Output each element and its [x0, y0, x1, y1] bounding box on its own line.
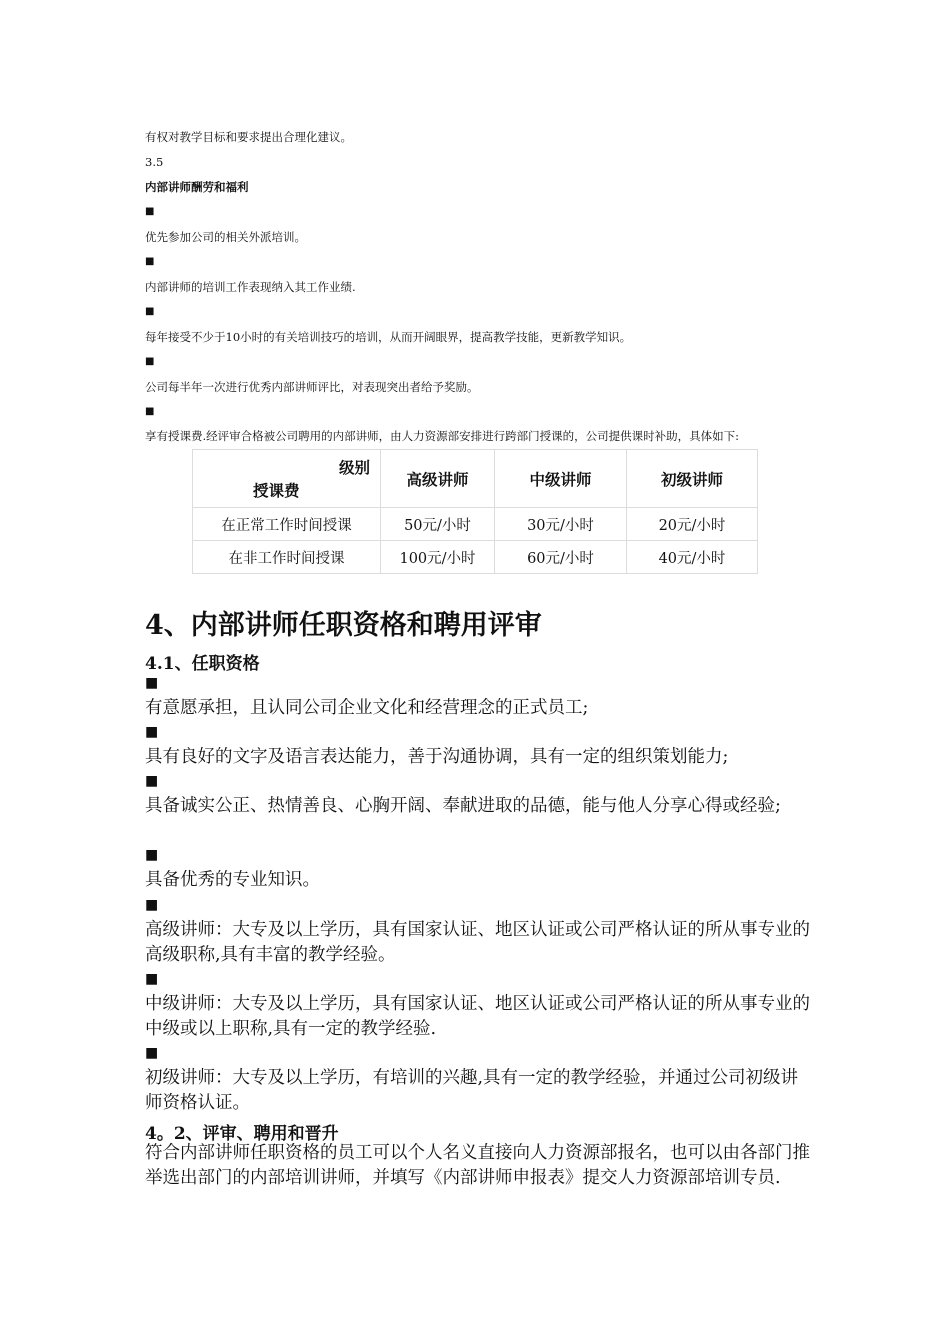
- bullet-icon: ■: [145, 847, 159, 863]
- bullet-icon: ■: [145, 206, 155, 217]
- intro-line: 有权对教学目标和要求提出合理化建议。: [145, 130, 352, 144]
- table-header-row: [193, 450, 758, 508]
- table-row: [193, 508, 758, 541]
- list-item: 具有良好的文字及语言表达能力，善于沟通协调，具有一定的组织策划能力;: [145, 747, 729, 767]
- table-cell: 60元/小时: [495, 541, 627, 574]
- list-item: 具备优秀的专业知识。: [145, 870, 320, 890]
- subsection-title: 4.1、任职资格: [145, 654, 260, 674]
- section-title: 内部讲师酬劳和福利: [145, 180, 249, 194]
- corner-label-fee: 授课费: [253, 481, 300, 500]
- bullet-icon: ■: [145, 897, 159, 913]
- subsection-title: 4。2、评审、聘用和晋升: [145, 1124, 339, 1144]
- list-item: 高级讲师：大专及以上学历，具有国家认证、地区认证或公司严格认证的所从事专业的高级职称,具有丰富的教学经验。: [145, 920, 810, 965]
- bullet-icon: ■: [145, 971, 159, 987]
- list-item: 每年接受不少于10小时的有关培训技巧的培训，从而开阔眼界，提高教学技能，更新教学知识。: [145, 330, 632, 344]
- table-corner-cell: [193, 450, 381, 508]
- fee-table: [192, 449, 758, 574]
- table-cell: 30元/小时: [495, 508, 627, 541]
- table-cell: 50元/小时: [381, 508, 495, 541]
- bullet-icon: ■: [145, 306, 155, 317]
- row-label: 在正常工作时间授课: [193, 508, 381, 541]
- corner-label-level: 级别: [338, 458, 370, 477]
- list-item: 有意愿承担，且认同公司企业文化和经营理念的正式员工;: [145, 698, 589, 718]
- chapter-title: 4、内部讲师任职资格和聘用评审: [145, 610, 542, 641]
- list-item: 享有授课费.经评审合格被公司聘用的内部讲师，由人力资源部安排进行跨部门授课的，公司提供课时补助，具体如下:: [145, 429, 740, 443]
- bullet-icon: ■: [145, 406, 155, 417]
- bullet-icon: ■: [145, 356, 155, 367]
- list-item: 公司每半年一次进行优秀内部讲师评比，对表现突出者给予奖励。: [145, 380, 479, 394]
- table-row: [193, 541, 758, 574]
- bullet-icon: ■: [145, 256, 155, 267]
- bullet-icon: ■: [145, 773, 159, 789]
- list-item: 初级讲师：大专及以上学历，有培训的兴趣,具有一定的教学经验，并通过公司初级讲师资格认证。: [145, 1068, 799, 1113]
- bullet-icon: ■: [145, 724, 159, 740]
- table-cell: 40元/小时: [627, 541, 758, 574]
- bullet-icon: ■: [145, 1045, 159, 1061]
- list-item: 具备诚实公正、热情善良、心胸开阔、奉献进取的品德，能与他人分享心得或经验;: [145, 796, 781, 816]
- column-header: 高级讲师: [381, 450, 495, 508]
- list-item: 优先参加公司的相关外派培训。: [145, 230, 306, 244]
- table-cell: 20元/小时: [627, 508, 758, 541]
- list-item: 中级讲师：大专及以上学历，具有国家认证、地区认证或公司严格认证的所从事专业的中级或以上职称,具有一定的教学经验.: [145, 994, 810, 1039]
- bullet-icon: ■: [145, 675, 159, 691]
- table-cell: 100元/小时: [381, 541, 495, 574]
- column-header: 中级讲师: [495, 450, 627, 508]
- body-paragraph: 符合内部讲师任职资格的员工可以个人名义直接向人力资源部报名，也可以由各部门推举选出部门的内部培训讲师，并填写《内部讲师申报表》提交人力资源部培训专员.: [145, 1143, 810, 1188]
- row-label: 在非工作时间授课: [193, 541, 381, 574]
- list-item: 内部讲师的培训工作表现纳入其工作业绩.: [145, 280, 356, 294]
- section-number: 3.5: [145, 155, 164, 169]
- column-header: 初级讲师: [627, 450, 758, 508]
